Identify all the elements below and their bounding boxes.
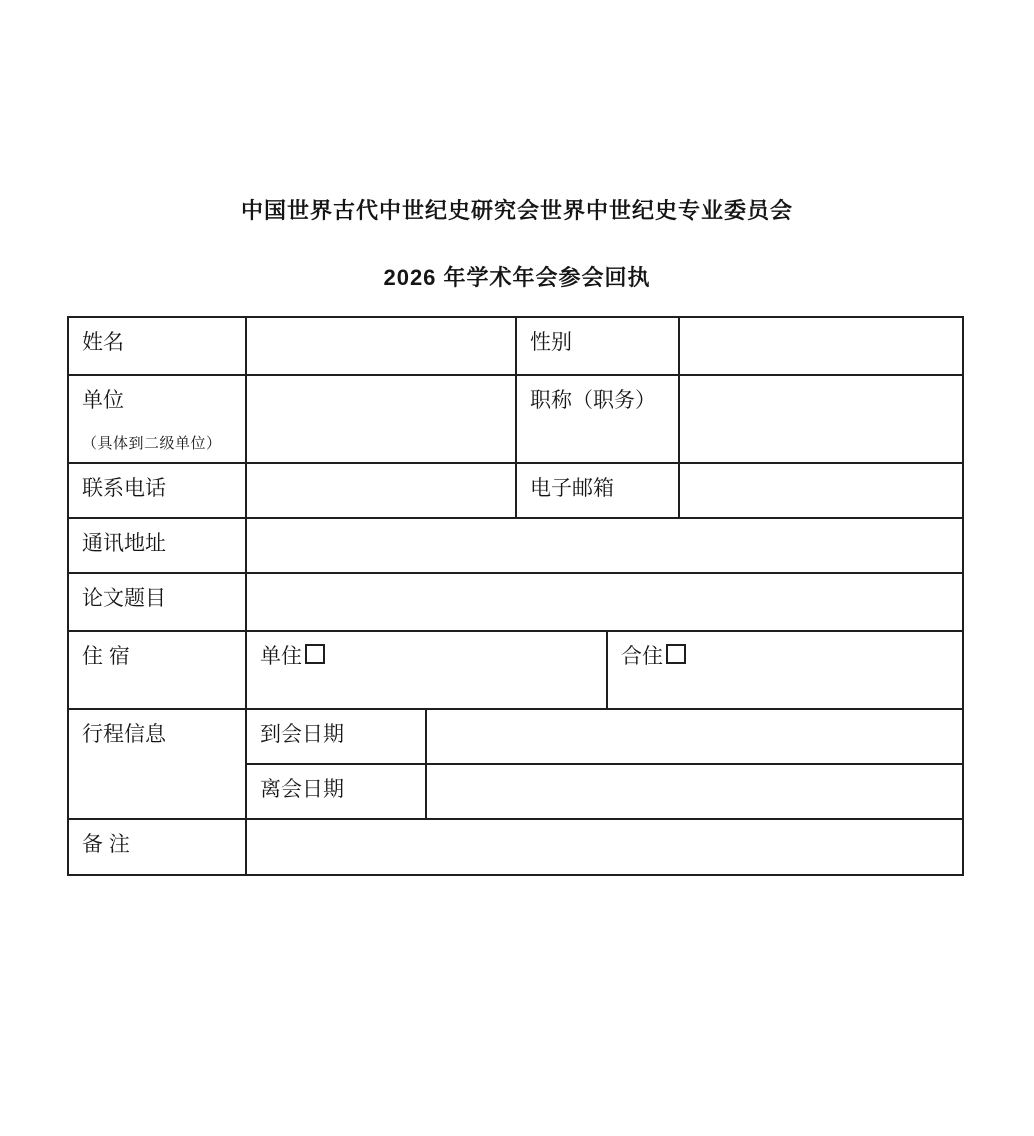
affiliation-note: （具体到二级单位） [82, 435, 222, 453]
shared-room-label: 合住 [621, 645, 663, 668]
job-title-input-cell[interactable] [679, 375, 963, 463]
shared-room-checkbox[interactable] [666, 644, 686, 664]
accommodation-label: 住 宿 [68, 631, 246, 709]
document-title-line1: 中国世界古代中世纪史研究会世界中世纪史专业委员会 [240, 198, 793, 223]
gender-label: 性别 [516, 317, 679, 375]
affiliation-label: 单位 [82, 389, 124, 412]
email-label: 电子邮箱 [516, 463, 679, 518]
phone-label: 联系电话 [68, 463, 246, 518]
name-label: 姓名 [68, 317, 246, 375]
arrival-date-label: 到会日期 [246, 709, 426, 764]
address-label: 通讯地址 [68, 518, 246, 573]
phone-input-cell[interactable] [246, 463, 516, 518]
departure-date-label: 离会日期 [246, 764, 426, 819]
affiliation-label-cell [68, 375, 246, 463]
paper-title-label: 论文题目 [68, 573, 246, 631]
row-remarks [68, 819, 963, 875]
row-name-gender [68, 317, 963, 375]
row-paper-title [68, 573, 963, 631]
departure-date-input-cell[interactable] [426, 764, 963, 819]
name-input-cell[interactable] [246, 317, 516, 375]
accommodation-single-cell[interactable] [246, 631, 607, 709]
document-title-line2: 2026 年学术年会参会回执 [383, 265, 651, 290]
row-address [68, 518, 963, 573]
remarks-input-cell[interactable] [246, 819, 963, 875]
accommodation-shared-cell[interactable] [607, 631, 963, 709]
row-phone-email [68, 463, 963, 518]
affiliation-input-cell[interactable] [246, 375, 516, 463]
single-room-label: 单住 [260, 645, 302, 668]
itinerary-label: 行程信息 [68, 709, 246, 819]
registration-form-table [67, 316, 964, 876]
paper-title-input-cell[interactable] [246, 573, 963, 631]
row-accommodation [68, 631, 963, 709]
arrival-date-input-cell[interactable] [426, 709, 963, 764]
email-input-cell[interactable] [679, 463, 963, 518]
row-arrival [68, 709, 963, 764]
row-affiliation-jobtitle [68, 375, 963, 463]
single-room-checkbox[interactable] [305, 644, 325, 664]
gender-input-cell[interactable] [679, 317, 963, 375]
job-title-label: 职称（职务） [516, 375, 679, 463]
address-input-cell[interactable] [246, 518, 963, 573]
remarks-label: 备 注 [68, 819, 246, 875]
